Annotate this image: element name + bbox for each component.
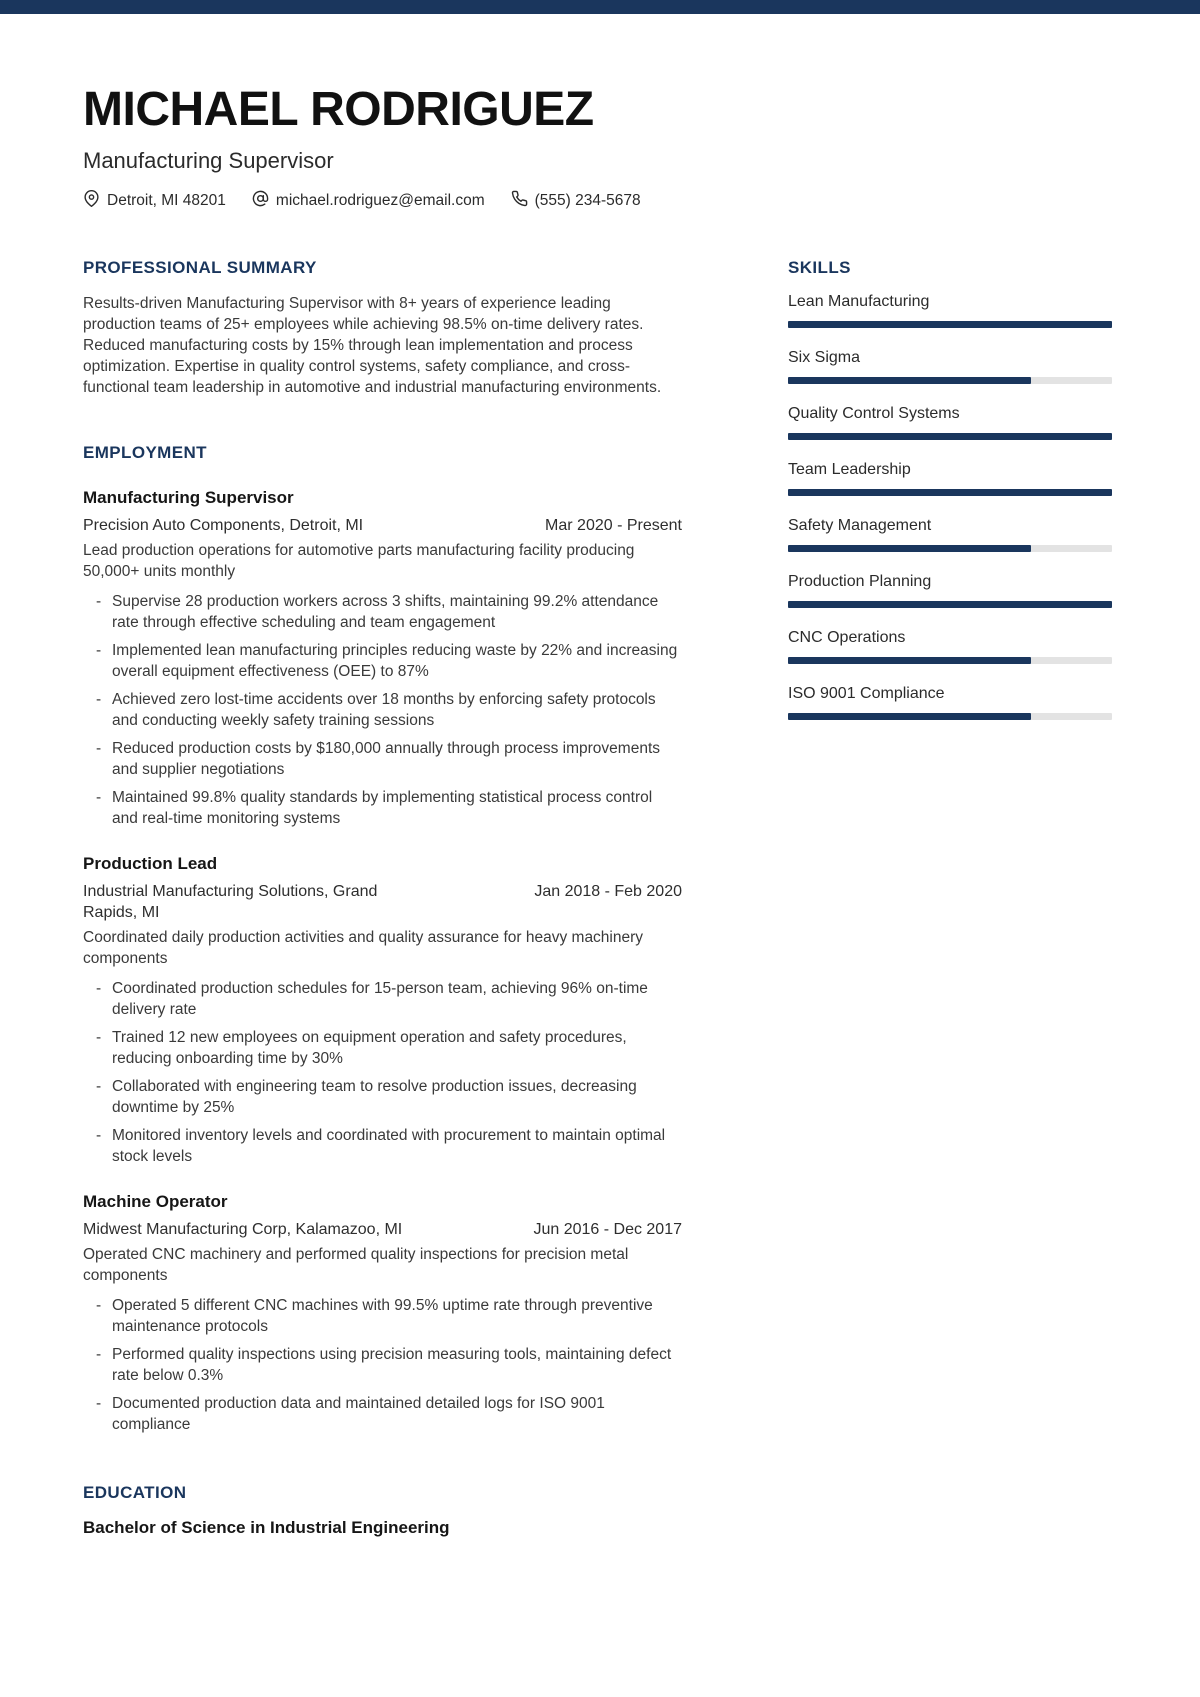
education-section [83,1483,682,1538]
skill-label: Production Planning [788,572,932,590]
bullet-item: - Monitored inventory levels and coordinated with procurement to maintain optimal stock levels [83,1125,682,1167]
skill-item [788,573,1112,608]
bullet-item: - Trained 12 new employees on equipment operation and safety procedures, reducing onboarding time by 30% [83,1027,682,1069]
skills-column [788,258,1112,1538]
contact-phone [511,190,641,212]
job-title: Manufacturing Supervisor [83,487,294,507]
skill-item [788,349,1112,384]
employment-section [83,443,682,1435]
skill-bar-track [788,489,1112,496]
job-description: Operated CNC machinery and performed quality inspections for precision metal components [83,1245,629,1284]
bullet-item: - Implemented lean manufacturing principles reducing waste by 22% and increasing overall equipment effectiveness (OEE) to 87% [83,640,682,682]
summary-text: Results-driven Manufacturing Supervisor with 8+ years of experience leading production teams of 25+ employees while achieving 98.5% on-time delivery rates. Reduced manufacturing costs by 15% through lean implementation and process optimization. Expertise in quality control systems, safety compliance, and cross-functional team leadership in automotive and industrial manufacturing environments. [83,294,662,396]
bullet-item: - Maintained 99.8% quality standards by implementing statistical process control and real-time monitoring systems [83,787,682,829]
main-column [83,258,682,1538]
bullet-item: - Supervise 28 production workers across 3 shifts, maintaining 99.2% attendance rate through effective scheduling and team engagement [83,591,682,633]
job-entry [83,854,682,1167]
job-dates: Mar 2020 - Present [545,516,682,534]
top-accent-bar [0,0,1200,14]
skill-label: Safety Management [788,516,932,534]
bullet-item: - Performed quality inspections using precision measuring tools, maintaining defect rate below 0.3% [83,1344,682,1386]
resume-page [0,14,1200,1538]
bullet-item: - Reduced production costs by $180,000 annually through process improvements and supplier negotiations [83,738,682,780]
skill-bar-track [788,321,1112,328]
skill-bar-fill [788,713,1031,720]
skill-bar-track [788,601,1112,608]
skill-bar-track [788,545,1112,552]
skill-item [788,405,1112,440]
skill-item [788,293,1112,328]
job-entry [83,1192,682,1435]
skill-bar-track [788,377,1112,384]
job-company: Precision Auto Components, Detroit, MI [83,516,364,534]
job-company: Industrial Manufacturing Solutions, Grand Rapids, MI [83,882,378,921]
skill-label: Six Sigma [788,348,861,366]
education-heading: EDUCATION [83,1482,187,1502]
bullet-item: - Achieved zero lost-time accidents over 18 months by enforcing safety protocols and conducting weekly safety training sessions [83,689,682,731]
job-bullets [83,1295,682,1435]
contact-phone-text: (555) 234-5678 [534,191,641,209]
job-description: Coordinated daily production activities and quality assurance for heavy machinery components [83,928,644,967]
skill-item [788,461,1112,496]
skill-label: Quality Control Systems [788,404,960,422]
education-degree: Bachelor of Science in Industrial Engineering [83,1517,450,1537]
job-entry [83,488,682,829]
map-pin-icon [83,190,100,212]
skill-bar-fill [788,321,1112,328]
skill-bar-fill [788,377,1031,384]
skill-label: CNC Operations [788,628,906,646]
skill-bar-fill [788,545,1031,552]
skill-bar-track [788,433,1112,440]
job-bullets [83,978,682,1167]
bullet-item: - Documented production data and maintained detailed logs for ISO 9001 compliance [83,1393,682,1435]
skill-label: Team Leadership [788,460,911,478]
skill-item [788,517,1112,552]
contact-email-text: michael.rodriguez@email.com [275,191,485,209]
resume-header [83,84,1112,212]
contact-location-text: Detroit, MI 48201 [107,191,226,209]
contact-location [83,190,226,212]
bullet-item: - Operated 5 different CNC machines with 99.5% uptime rate through preventive maintenance protocols [83,1295,682,1337]
contact-row [83,190,1112,212]
skill-bar-fill [788,601,1112,608]
skill-bar-fill [788,657,1031,664]
job-title: Machine Operator [83,1191,228,1211]
skills-heading: SKILLS [788,257,851,277]
job-dates: Jan 2018 - Feb 2020 [534,882,682,900]
candidate-title: Manufacturing Supervisor [83,147,334,173]
skill-bar-track [788,713,1112,720]
skill-item [788,685,1112,720]
skill-item [788,629,1112,664]
job-company: Midwest Manufacturing Corp, Kalamazoo, MI [83,1220,403,1238]
summary-heading: PROFESSIONAL SUMMARY [83,257,317,277]
summary-section [83,258,682,398]
job-dates: Jun 2016 - Dec 2017 [533,1220,682,1238]
job-bullets [83,591,682,829]
skill-label: Lean Manufacturing [788,292,930,310]
employment-heading: EMPLOYMENT [83,442,207,462]
at-sign-icon [252,190,269,212]
skill-label: ISO 9001 Compliance [788,684,945,702]
skill-bar-fill [788,433,1112,440]
job-title: Production Lead [83,853,218,873]
skill-bar-track [788,657,1112,664]
skill-bar-fill [788,489,1112,496]
phone-icon [511,190,528,212]
candidate-name: MICHAEL RODRIGUEZ [83,83,594,136]
contact-email [252,190,485,212]
bullet-item: - Coordinated production schedules for 15-person team, achieving 96% on-time delivery rate [83,978,682,1020]
job-description: Lead production operations for automotive parts manufacturing facility producing 50,000+ units monthly [83,541,635,580]
bullet-item: - Collaborated with engineering team to resolve production issues, decreasing downtime by 25% [83,1076,682,1118]
